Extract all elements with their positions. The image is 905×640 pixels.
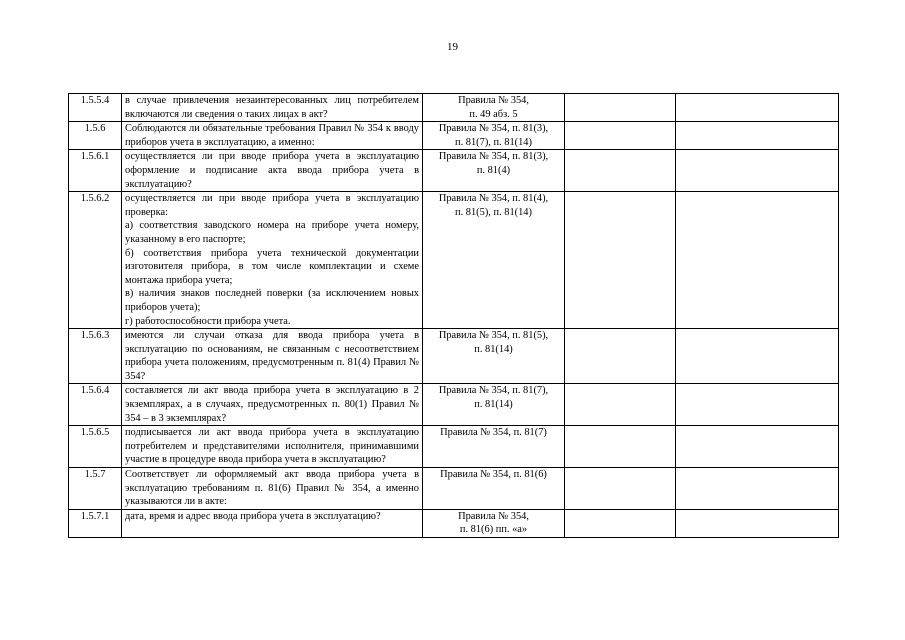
- reference-text: п. 81(6) пп. «а»: [459, 524, 528, 536]
- table-row: [69, 384, 839, 426]
- table-row: [69, 122, 839, 150]
- table-row: [69, 94, 839, 122]
- item-number: 1.5.5.4: [69, 94, 122, 122]
- item-number: 1.5.6.4: [69, 384, 122, 426]
- reference-text: Правила № 354, п. 81(7): [440, 427, 547, 439]
- table-row: [69, 426, 839, 468]
- question-text: Соблюдаются ли обязательные требования Правил № 354 к вводу приборов учета в эксплуатацию, а именно:: [125, 123, 419, 148]
- reference-text: Правила № 354, п. 81(4),: [438, 193, 549, 205]
- question-text: г) работоспособности прибора учета.: [125, 315, 291, 327]
- answer-cell: [565, 192, 676, 329]
- notes-cell: [676, 94, 839, 122]
- table-row: [69, 150, 839, 192]
- reference-text: п. 81(14): [474, 399, 513, 411]
- reference-text: Правила № 354,: [458, 95, 529, 106]
- item-number: 1.5.7: [69, 468, 122, 510]
- item-number: 1.5.6.1: [69, 150, 122, 192]
- answer-cell: [565, 384, 676, 426]
- question-text: составляется ли акт ввода прибора учета в эксплуатацию в 2 экземплярах, а в случаях, предусмотренных п. 80(1) Правил № 354 – в 3 экземплярах?: [125, 385, 419, 424]
- answer-cell: [565, 468, 676, 510]
- reference-cell: [423, 192, 565, 329]
- question-text: в случае привлечения незаинтересованных лиц потребителем включаются ли сведения о таких лицах в акт?: [125, 95, 419, 120]
- reference-text: п. 81(14): [474, 343, 513, 355]
- reference-cell: [423, 94, 565, 122]
- answer-cell: [565, 426, 676, 468]
- reference-cell: [423, 468, 565, 510]
- question-cell: [122, 122, 423, 150]
- reference-cell: [423, 509, 565, 537]
- reference-cell: [423, 150, 565, 192]
- answer-cell: [565, 509, 676, 537]
- reference-cell: [423, 329, 565, 384]
- notes-cell: [676, 426, 839, 468]
- question-text: Соответствует ли оформляемый акт ввода прибора учета в эксплуатацию требованиям п. 81(6) Правил № 354, а именно указываются ли в акте:: [125, 469, 419, 508]
- question-cell: [122, 468, 423, 510]
- reference-text: Правила № 354, п. 81(5),: [438, 330, 549, 342]
- item-number: 1.5.6.5: [69, 426, 122, 468]
- question-text: а) соответствия заводского номера на приборе учета номеру, указанному в его паспорте;: [125, 220, 419, 245]
- checklist-table: [68, 93, 839, 538]
- reference-text: п. 49 абз. 5: [469, 108, 518, 120]
- question-cell: [122, 94, 423, 122]
- page-number: 19: [447, 41, 458, 53]
- answer-cell: [565, 94, 676, 122]
- notes-cell: [676, 150, 839, 192]
- item-number: 1.5.7.1: [69, 509, 122, 537]
- reference-text: Правила № 354, п. 81(3),: [438, 123, 549, 135]
- item-number: 1.5.6: [69, 122, 122, 150]
- notes-cell: [676, 468, 839, 510]
- question-text: в) наличия знаков последней поверки (за исключением новых приборов учета);: [125, 288, 419, 313]
- question-cell: [122, 509, 423, 537]
- table-row: [69, 329, 839, 384]
- reference-text: п. 81(7), п. 81(14): [455, 136, 532, 148]
- answer-cell: [565, 122, 676, 150]
- notes-cell: [676, 329, 839, 384]
- notes-cell: [676, 509, 839, 537]
- item-number: 1.5.6.3: [69, 329, 122, 384]
- reference-cell: [423, 122, 565, 150]
- reference-cell: [423, 426, 565, 468]
- question-cell: [122, 150, 423, 192]
- reference-text: Правила № 354, п. 81(6): [440, 469, 547, 481]
- reference-text: п. 81(5), п. 81(14): [455, 206, 532, 218]
- answer-cell: [565, 150, 676, 192]
- question-text: осуществляется ли при вводе прибора учета в эксплуатацию оформление и подписание акта ввода прибора учета в эксплуатацию?: [125, 151, 419, 190]
- question-cell: [122, 192, 423, 329]
- notes-cell: [676, 384, 839, 426]
- table-row: [69, 509, 839, 537]
- item-number: 1.5.6.2: [69, 192, 122, 329]
- question-cell: [122, 384, 423, 426]
- notes-cell: [676, 192, 839, 329]
- table-row: [69, 192, 839, 329]
- reference-text: Правила № 354, п. 81(7),: [438, 385, 549, 397]
- question-cell: [122, 329, 423, 384]
- question-text: дата, время и адрес ввода прибора учета в эксплуатацию?: [125, 510, 381, 522]
- reference-text: Правила № 354, п. 81(3),: [438, 151, 549, 163]
- question-text: имеются ли случаи отказа для ввода прибора учета в эксплуатацию по основаниям, не связанным с несоответствием прибора учета положениям, предусмотренным п. 81(4) Правил № 354?: [125, 330, 419, 382]
- reference-cell: [423, 384, 565, 426]
- reference-text: п. 81(4): [476, 164, 511, 176]
- question-text: б) соответствия прибора учета технической документации изготовителя прибора, в том числе комплектации и схеме монтажа прибора учета;: [125, 247, 419, 286]
- reference-text: Правила № 354,: [458, 510, 529, 522]
- answer-cell: [565, 329, 676, 384]
- question-text: подписывается ли акт ввода прибора учета в эксплуатацию потребителем и представителями исполнителя, принимавшими участие в процедуре ввода прибора учета в эксплуатацию?: [125, 427, 419, 466]
- question-text: осуществляется ли при вводе прибора учета в эксплуатацию проверка:: [125, 193, 419, 218]
- table-row: [69, 468, 839, 510]
- question-cell: [122, 426, 423, 468]
- notes-cell: [676, 122, 839, 150]
